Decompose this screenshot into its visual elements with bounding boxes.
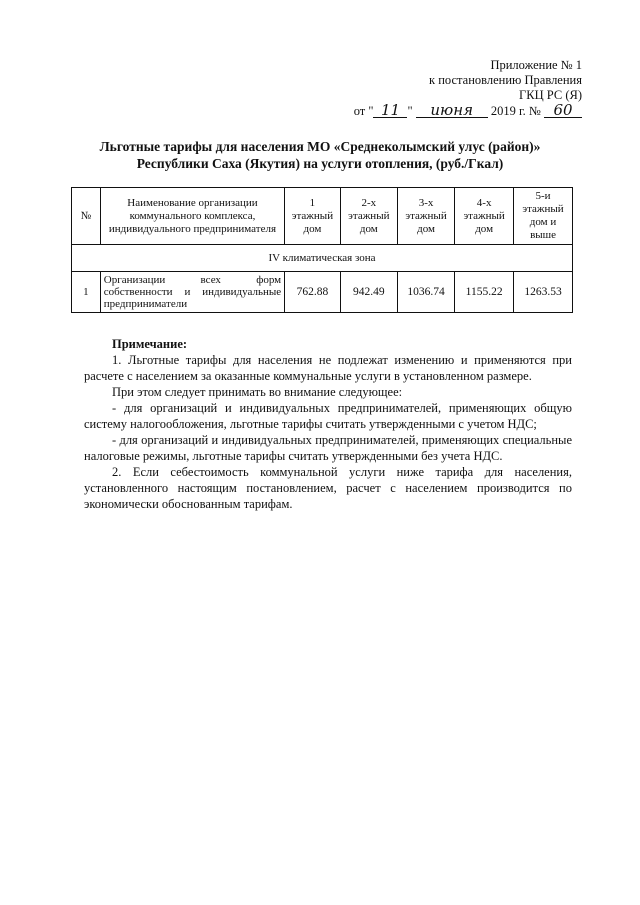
row-organization: Организации всех форм собственности и индивидуальные предприниматели bbox=[100, 272, 284, 313]
note-paragraph-1: 1. Льготные тарифы для населения не подлежат изменению и применяются при расчете с населением за оказанные коммунальные услуги в установленном размере. bbox=[84, 353, 572, 383]
header-organization: Наименование организации коммунального комплекса, индивидуального предпринимателя bbox=[100, 188, 284, 245]
note-paragraph-5: 2. Если себестоимость коммунальной услуги ниже тарифа для населения, установленного настоящим постановлением, расчет с населением производится по экономически обоснованным тарифам. bbox=[84, 465, 572, 511]
handwritten-number: 60 bbox=[544, 103, 582, 118]
date-quote: " bbox=[407, 104, 413, 118]
value-2-floor: 942.49 bbox=[340, 272, 397, 313]
header-5-floor: 5-и этажный дом и выше bbox=[514, 188, 573, 245]
handwritten-day: 11 bbox=[373, 103, 407, 118]
title-line-2: Республики Саха (Якутия) на услуги отопления, (руб./Гкал) bbox=[136, 156, 504, 171]
table-row bbox=[72, 272, 573, 313]
handwritten-month: июня bbox=[416, 103, 488, 118]
notes-section bbox=[84, 336, 572, 512]
tariff-table bbox=[71, 187, 573, 313]
appendix-resolution-ref: к постановлению Правления bbox=[429, 73, 582, 87]
climate-zone-cell: IV климатическая зона bbox=[72, 245, 573, 272]
appendix-number: Приложение № 1 bbox=[490, 58, 582, 72]
header-1-floor: 1 этажный дом bbox=[285, 188, 341, 245]
date-year: 2019 г. № bbox=[490, 104, 541, 118]
appendix-header bbox=[354, 58, 582, 119]
note-paragraph-4: - для организаций и индивидуальных предпринимателей, применяющих специальные налоговые режимы, льготные тарифы считать утвержденными без учета НДС. bbox=[84, 433, 572, 463]
notes-heading: Примечание: bbox=[112, 337, 188, 351]
zone-row bbox=[72, 245, 573, 272]
value-3-floor: 1036.74 bbox=[397, 272, 454, 313]
header-4-floor: 4-х этажный дом bbox=[455, 188, 514, 245]
table-header-row bbox=[72, 188, 573, 245]
header-num: № bbox=[72, 188, 101, 245]
note-paragraph-3: - для организаций и индивидуальных предпринимателей, применяющих общую систему налогообложения, льготные тарифы считать утвержденными с учетом НДС; bbox=[84, 401, 572, 431]
document-title bbox=[40, 138, 600, 172]
header-3-floor: 3-х этажный дом bbox=[397, 188, 454, 245]
appendix-organization: ГКЦ РС (Я) bbox=[519, 88, 582, 102]
value-4-floor: 1155.22 bbox=[455, 272, 514, 313]
note-paragraph-2: При этом следует принимать во внимание следующее: bbox=[112, 385, 403, 399]
title-line-1: Льготные тарифы для населения МО «Среднеколымский улус (район)» bbox=[99, 139, 541, 154]
date-prefix: от " bbox=[353, 104, 374, 118]
value-5-floor: 1263.53 bbox=[514, 272, 573, 313]
header-2-floor: 2-х этажный дом bbox=[340, 188, 397, 245]
row-num: 1 bbox=[72, 272, 101, 313]
appendix-date-line bbox=[354, 103, 582, 119]
value-1-floor: 762.88 bbox=[285, 272, 341, 313]
